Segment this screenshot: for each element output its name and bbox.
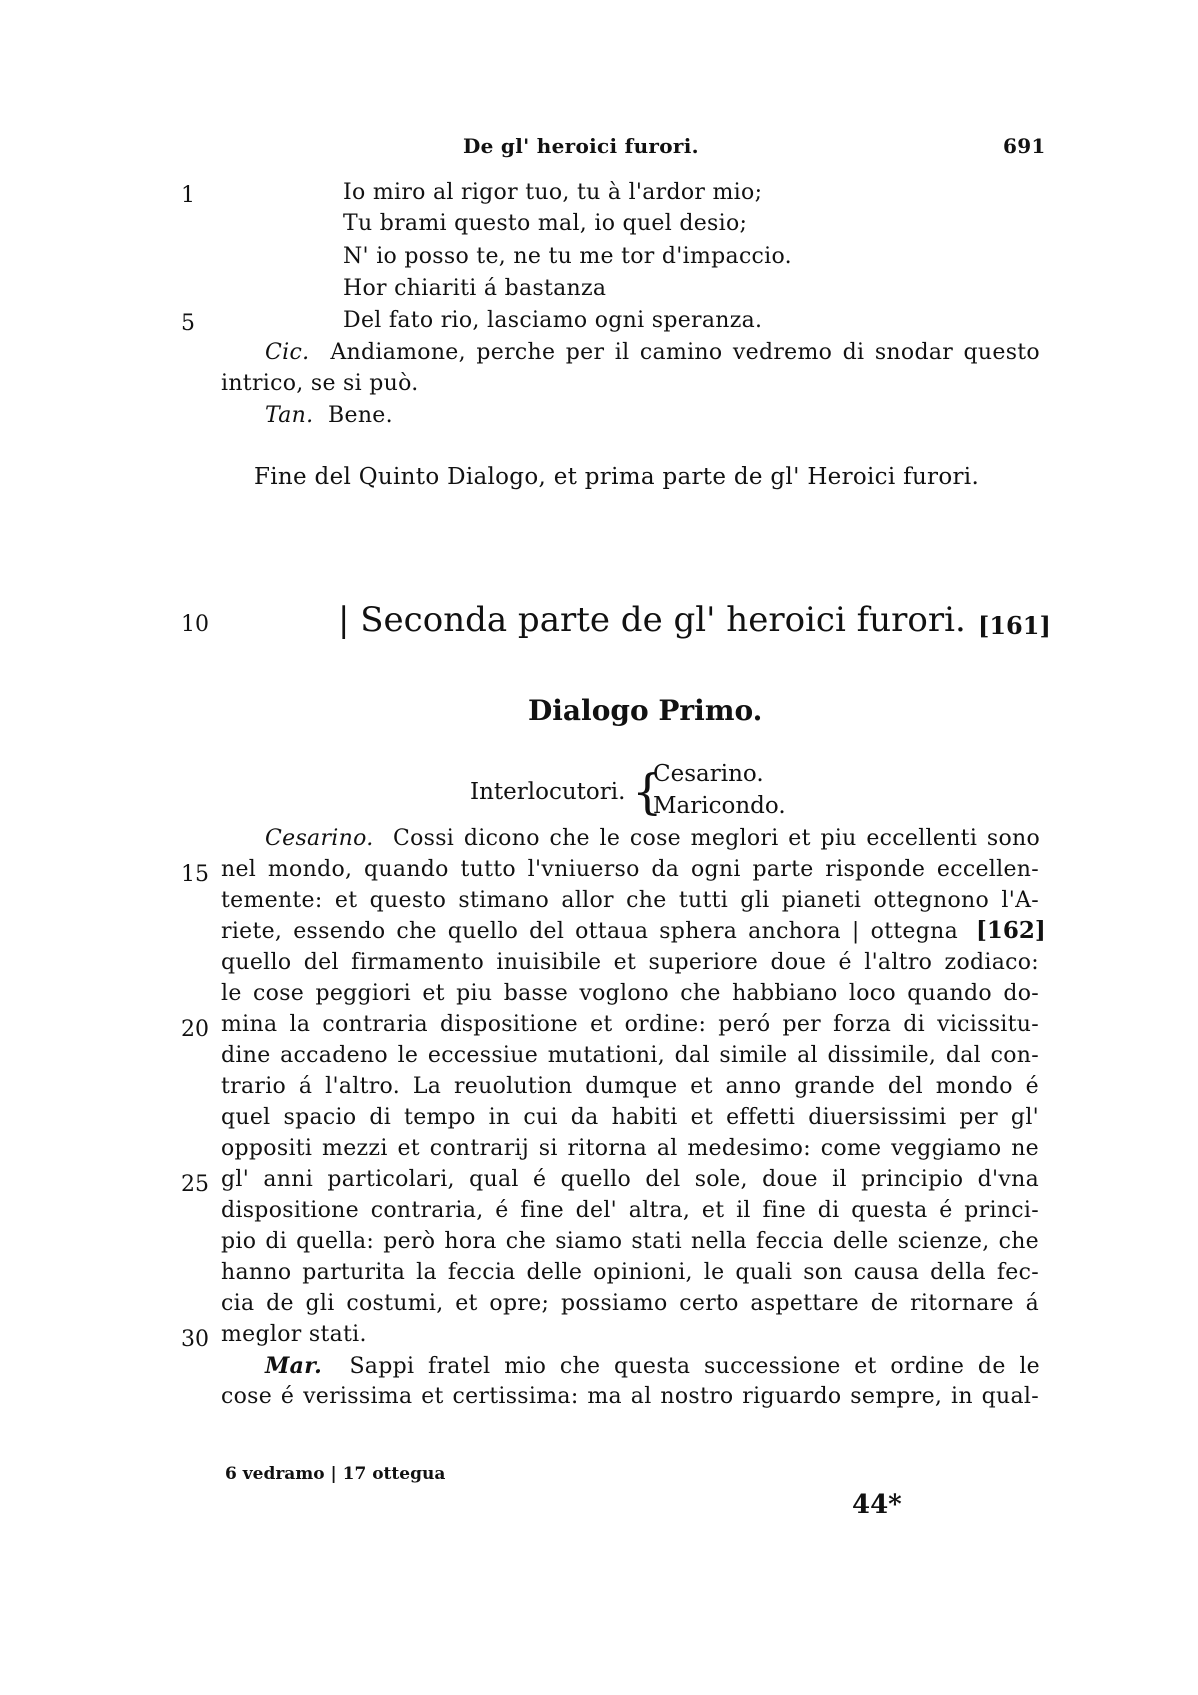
interlocutor-name: Maricondo. <box>653 793 786 819</box>
original-page-ref: [162] <box>976 917 1046 944</box>
text-line: riete, essendo che quello del ottaua sphera anchora | ottegna <box>221 919 958 944</box>
verse-line: Hor chiariti á bastanza <box>343 276 607 301</box>
text-line: oppositi mezzi et contrarij si ritorna al medesimo: come veggiamo ne <box>221 1136 1039 1161</box>
speaker-label: Cic. <box>265 340 310 365</box>
text-line: mina la contraria dispositione et ordine: peró per forza di vicissitu- <box>221 1012 1039 1037</box>
text-line: gl' anni particolari, qual é quello del sole, doue il principio d'vna <box>221 1167 1039 1192</box>
end-of-part-line: Fine del Quinto Dialogo, et prima parte de gl' Heroici furori. <box>254 464 980 490</box>
text-line: pio di quella: però hora che siamo stati nella feccia delle scienze, che <box>221 1229 1039 1254</box>
paragraph1-first-line <box>265 824 1040 854</box>
original-page-ref: [161] <box>978 611 1051 640</box>
speech-text: Bene. <box>328 403 393 428</box>
paragraph-text: Sappi fratel mio che questa successione et ordine de le <box>349 1354 1040 1379</box>
interlocutor-name: Cesarino. <box>653 761 764 787</box>
page-number: 691 <box>1003 134 1046 158</box>
line-number: 15 <box>181 862 209 887</box>
text-line: dispositione contraria, é fine del' altra, et il fine di questa é princi- <box>221 1198 1039 1223</box>
part-title: | Seconda parte de gl' heroici furori. <box>338 600 966 640</box>
text-line: temente: et questo stimano allor che tutti gli pianeti ottegnono l'A- <box>221 888 1039 913</box>
text-line: trario á l'altro. La reuolution dumque et anno grande del mondo é <box>221 1074 1039 1099</box>
line-number: 20 <box>181 1017 209 1042</box>
speech-cic-line2: intrico, se si può. <box>221 371 419 396</box>
line-number: 5 <box>181 311 195 336</box>
speaker-label: Mar. <box>265 1353 323 1379</box>
line-number: 10 <box>181 612 209 637</box>
verse-line: Tu brami questo mal, io quel desio; <box>343 211 748 236</box>
text-line: dine accadeno le eccessiue mutationi, dal simile al dissimile, dal con- <box>221 1043 1039 1068</box>
speech-text: Andiamone, perche per il camino vedremo di snodar questo <box>330 340 1040 365</box>
running-head: De gl' heroici furori. <box>463 134 699 158</box>
text-line: cia de gli costumi, et opre; possiamo certo aspettare de ritornare á <box>221 1291 1039 1316</box>
line-number: 25 <box>181 1172 209 1197</box>
paragraph-text: Cossi dicono che le cose meglori et piu eccellenti sono <box>392 826 1040 851</box>
speech-tan <box>265 401 393 431</box>
speaker-label: Tan. <box>265 403 314 428</box>
signature-mark: 44* <box>852 1490 902 1520</box>
dialogue-title: Dialogo Primo. <box>528 694 763 727</box>
paragraph2-first-line <box>265 1351 1040 1382</box>
text-line: nel mondo, quando tutto l'vniuerso da ogni parte risponde eccellen- <box>221 857 1039 882</box>
line-number: 30 <box>181 1327 209 1352</box>
text-line: hanno parturita la feccia delle opinioni, le quali son causa della fec- <box>221 1260 1039 1285</box>
line-number: 1 <box>181 183 195 208</box>
interlocutors-label: Interlocutori. <box>470 779 626 805</box>
verse-line: N' io posso te, ne tu me tor d'impaccio. <box>343 244 792 269</box>
verse-line: Del fato rio, lasciamo ogni speranza. <box>343 308 763 333</box>
text-line: quel spacio di tempo in cui da habiti et effetti diuersissimi per gl' <box>221 1105 1039 1130</box>
text-line: quello del firmamento inuisibile et superiore doue é l'altro zodiaco: <box>221 950 1039 975</box>
interlocutors-brace: { <box>632 764 663 820</box>
footnote: 6 vedramo | 17 ottegua <box>225 1464 446 1484</box>
speech-cic-line1 <box>265 338 1040 368</box>
text-line: meglor stati. <box>221 1322 367 1347</box>
speaker-label: Cesarino. <box>265 826 374 851</box>
verse-line: Io miro al rigor tuo, tu à l'ardor mio; <box>343 180 763 205</box>
text-line: cose é verissima et certissima: ma al nostro riguardo sempre, in qual- <box>221 1384 1039 1409</box>
text-line: le cose peggiori et piu basse voglono che habbiano loco quando do- <box>221 981 1039 1006</box>
